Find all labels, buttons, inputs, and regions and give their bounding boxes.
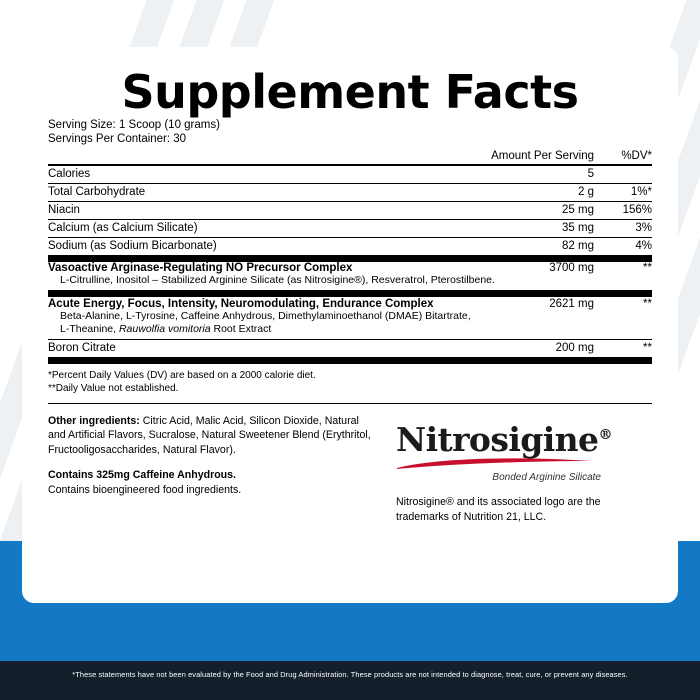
nutrient-name: Total Carbohydrate (48, 186, 146, 198)
complex-2-detail-row-1 (48, 310, 652, 323)
registered-trademark-icon: ® (598, 426, 612, 443)
complex-2-amount: 2621 mg (549, 297, 594, 310)
other-ingredients-label: Other ingredients: (48, 414, 140, 427)
table-row (48, 165, 652, 184)
dark-footer-band (0, 661, 700, 700)
nutrient-name: Niacin (48, 204, 80, 216)
trademark-note: Nitrosigine® and its associated logo are the trademarks of Nutrition 21, LLC. (396, 495, 601, 523)
table-row (48, 183, 652, 201)
section-divider (48, 403, 652, 404)
nutrient-amount: 35 mg (562, 222, 594, 234)
dv-not-established-footnote: **Daily Value not established. (48, 382, 179, 394)
complex-2-detail-line-1: Beta-Alanine, L-Tyrosine, Caffeine Anhydrous, Dimethylaminoethanol (DMAE) Bitartrate, (60, 309, 471, 322)
boron-dv: ** (643, 342, 652, 354)
nutrient-amount: 2 g (578, 186, 594, 198)
nutrient-name: Sodium (as Sodium Bicarbonate) (48, 240, 217, 252)
nutrient-dv: 4% (635, 240, 652, 252)
complex-2-name: Acute Energy, Focus, Intensity, Neuromodulating, Endurance Complex (48, 297, 434, 310)
complex-2-dv: ** (643, 297, 652, 310)
complex-1-detail: L-Citrulline, Inositol – Stabilized Arginine Silicate (as Nitrosigine®), Resveratrol, Pterostilbene. (60, 274, 495, 286)
nutrient-dv: 3% (635, 222, 652, 234)
nitrosigine-logo (396, 414, 652, 525)
table-row (48, 237, 652, 258)
table-row (48, 219, 652, 237)
nutrient-dv: 1%* (630, 186, 652, 198)
other-ingredients-block (48, 414, 378, 525)
complex-1-row (48, 262, 652, 274)
bottom-section (48, 414, 652, 525)
detail-italic-species: Rauwolfia vomitoria (118, 322, 211, 335)
nutrition-table (48, 150, 652, 364)
header-spacer (48, 150, 478, 165)
complex-2-detail-line-2 (48, 323, 652, 340)
boron-name: Boron Citrate (48, 342, 116, 354)
table-header-row (48, 150, 652, 165)
detail-pre: L-Theanine, (60, 322, 119, 335)
other-ingredients-text: Citric Acid, Malic Acid, Silicon Dioxide, Natural and Artificial Flavors, Sucralose, Natural Sweetener Blend (Erythritol, Fructooligosaccharides, Natural Flavor). (48, 414, 371, 456)
nutrient-dv (600, 165, 652, 184)
brand-tagline: Bonded Arginine Silicate (492, 471, 601, 483)
nutrient-name: Calories (48, 168, 91, 180)
complex-2-row (48, 298, 652, 310)
complex-1-amount: 3700 mg (549, 262, 594, 274)
header-percent-dv: %DV* (621, 150, 652, 162)
nutrient-name: Calcium (as Calcium Silicate) (48, 222, 198, 234)
nutrient-amount: 25 mg (562, 204, 594, 216)
detail-post: Root Extract (210, 322, 272, 335)
nutrient-amount: 82 mg (562, 240, 594, 252)
brand-name: Nitrosigine (396, 419, 599, 459)
complex-1-name: Vasoactive Arginase-Regulating NO Precursor Complex (48, 262, 353, 274)
complex-2-detail-row-2 (48, 323, 652, 340)
header-amount-per-serving: Amount Per Serving (491, 150, 594, 162)
other-ingredients-paragraph (48, 414, 378, 458)
servings-per-container: Servings Per Container: 30 (48, 132, 187, 145)
bioengineered-note: Contains bioengineered food ingredients. (48, 483, 242, 496)
page-title: Supplement Facts (121, 65, 579, 119)
supplement-facts-panel (22, 47, 678, 603)
nutrient-amount: 5 (587, 168, 594, 180)
dv-footnote: *Percent Daily Values (DV) are based on a 2000 calorie diet. (48, 369, 316, 381)
complex-1-detail-row (48, 274, 652, 294)
nitrosigine-wordmark (396, 418, 652, 457)
boron-row (48, 339, 652, 360)
fda-disclaimer: *These statements have not been evaluated by the Food and Drug Administration. These products are not intended to diagnose, treat, cure, or prevent any diseases. (72, 670, 628, 679)
boron-amount: 200 mg (555, 342, 594, 354)
contains-caffeine-warning: Contains 325mg Caffeine Anhydrous. (48, 469, 236, 481)
serving-size: Serving Size: 1 Scoop (10 grams) (48, 119, 220, 131)
nutrient-dv: 156% (622, 204, 652, 216)
table-row (48, 201, 652, 219)
complex-1-dv: ** (643, 262, 652, 274)
